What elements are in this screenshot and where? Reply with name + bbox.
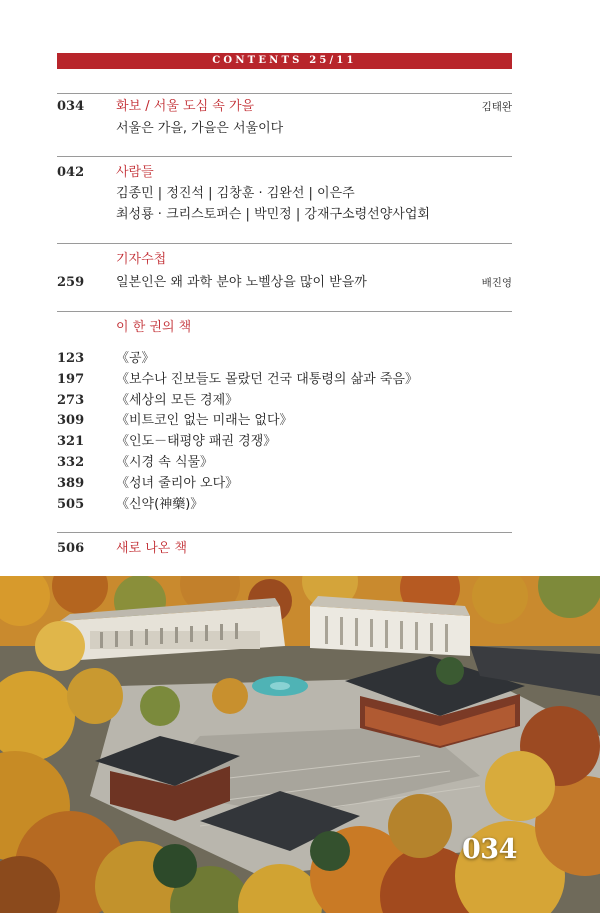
author: 김태완 (481, 101, 512, 113)
divider (57, 311, 512, 312)
photo-page-number: 034 (462, 834, 517, 865)
book-page-number[interactable]: 332 (57, 455, 85, 470)
section-title[interactable]: 이 한 권의 책 (116, 320, 192, 335)
page-number[interactable]: 042 (57, 165, 85, 180)
book-title[interactable]: 《세상의 모든 경제》 (116, 393, 239, 408)
book-page-number[interactable]: 123 (57, 351, 85, 366)
book-title[interactable]: 《보수나 진보들도 몰랐던 건국 대통령의 삶과 죽음》 (116, 372, 418, 387)
book-page-number[interactable]: 309 (57, 413, 85, 428)
book-title[interactable]: 《인도－태평양 패권 경쟁》 (116, 434, 277, 449)
article-title[interactable]: 서울은 가을, 가을은 서울이다 (116, 121, 284, 136)
book-page-number[interactable]: 389 (57, 476, 85, 491)
divider (57, 243, 512, 244)
people-list-line-1: 김종민 | 정진석 | 김창훈 · 김완선 | 이은주 (116, 186, 355, 201)
book-page-number[interactable]: 505 (57, 497, 85, 512)
page-number[interactable]: 259 (57, 275, 85, 290)
section-title[interactable]: 화보 / 서울 도심 속 가을 (116, 99, 255, 114)
book-title[interactable]: 《공》 (116, 351, 155, 366)
divider (57, 93, 512, 94)
section-title[interactable]: 새로 나온 책 (116, 541, 188, 556)
book-title[interactable]: 《비트코인 없는 미래는 없다》 (116, 413, 293, 428)
page-number[interactable]: 506 (57, 541, 85, 556)
section-title[interactable]: 사람들 (116, 165, 154, 180)
book-title[interactable]: 《시경 속 식물》 (116, 455, 214, 470)
article-title[interactable]: 일본인은 왜 과학 분야 노벨상을 많이 받을까 (116, 275, 367, 290)
author: 배진영 (481, 277, 512, 289)
divider (57, 532, 512, 533)
section-title[interactable]: 기자수첩 (116, 252, 167, 267)
book-page-number[interactable]: 273 (57, 393, 85, 408)
people-list-line-2: 최성룡 · 크리스토퍼슨 | 박민정 | 강재구소령선양사업회 (116, 207, 430, 222)
book-page-number[interactable]: 197 (57, 372, 85, 387)
page-number[interactable]: 034 (57, 99, 85, 114)
divider (57, 156, 512, 157)
book-title[interactable]: 《신약(神藥)》 (116, 497, 204, 512)
contents-banner: CONTENTS 25/11 (57, 53, 512, 69)
book-page-number[interactable]: 321 (57, 434, 85, 449)
book-title[interactable]: 《성녀 줄리아 오다》 (116, 476, 239, 491)
